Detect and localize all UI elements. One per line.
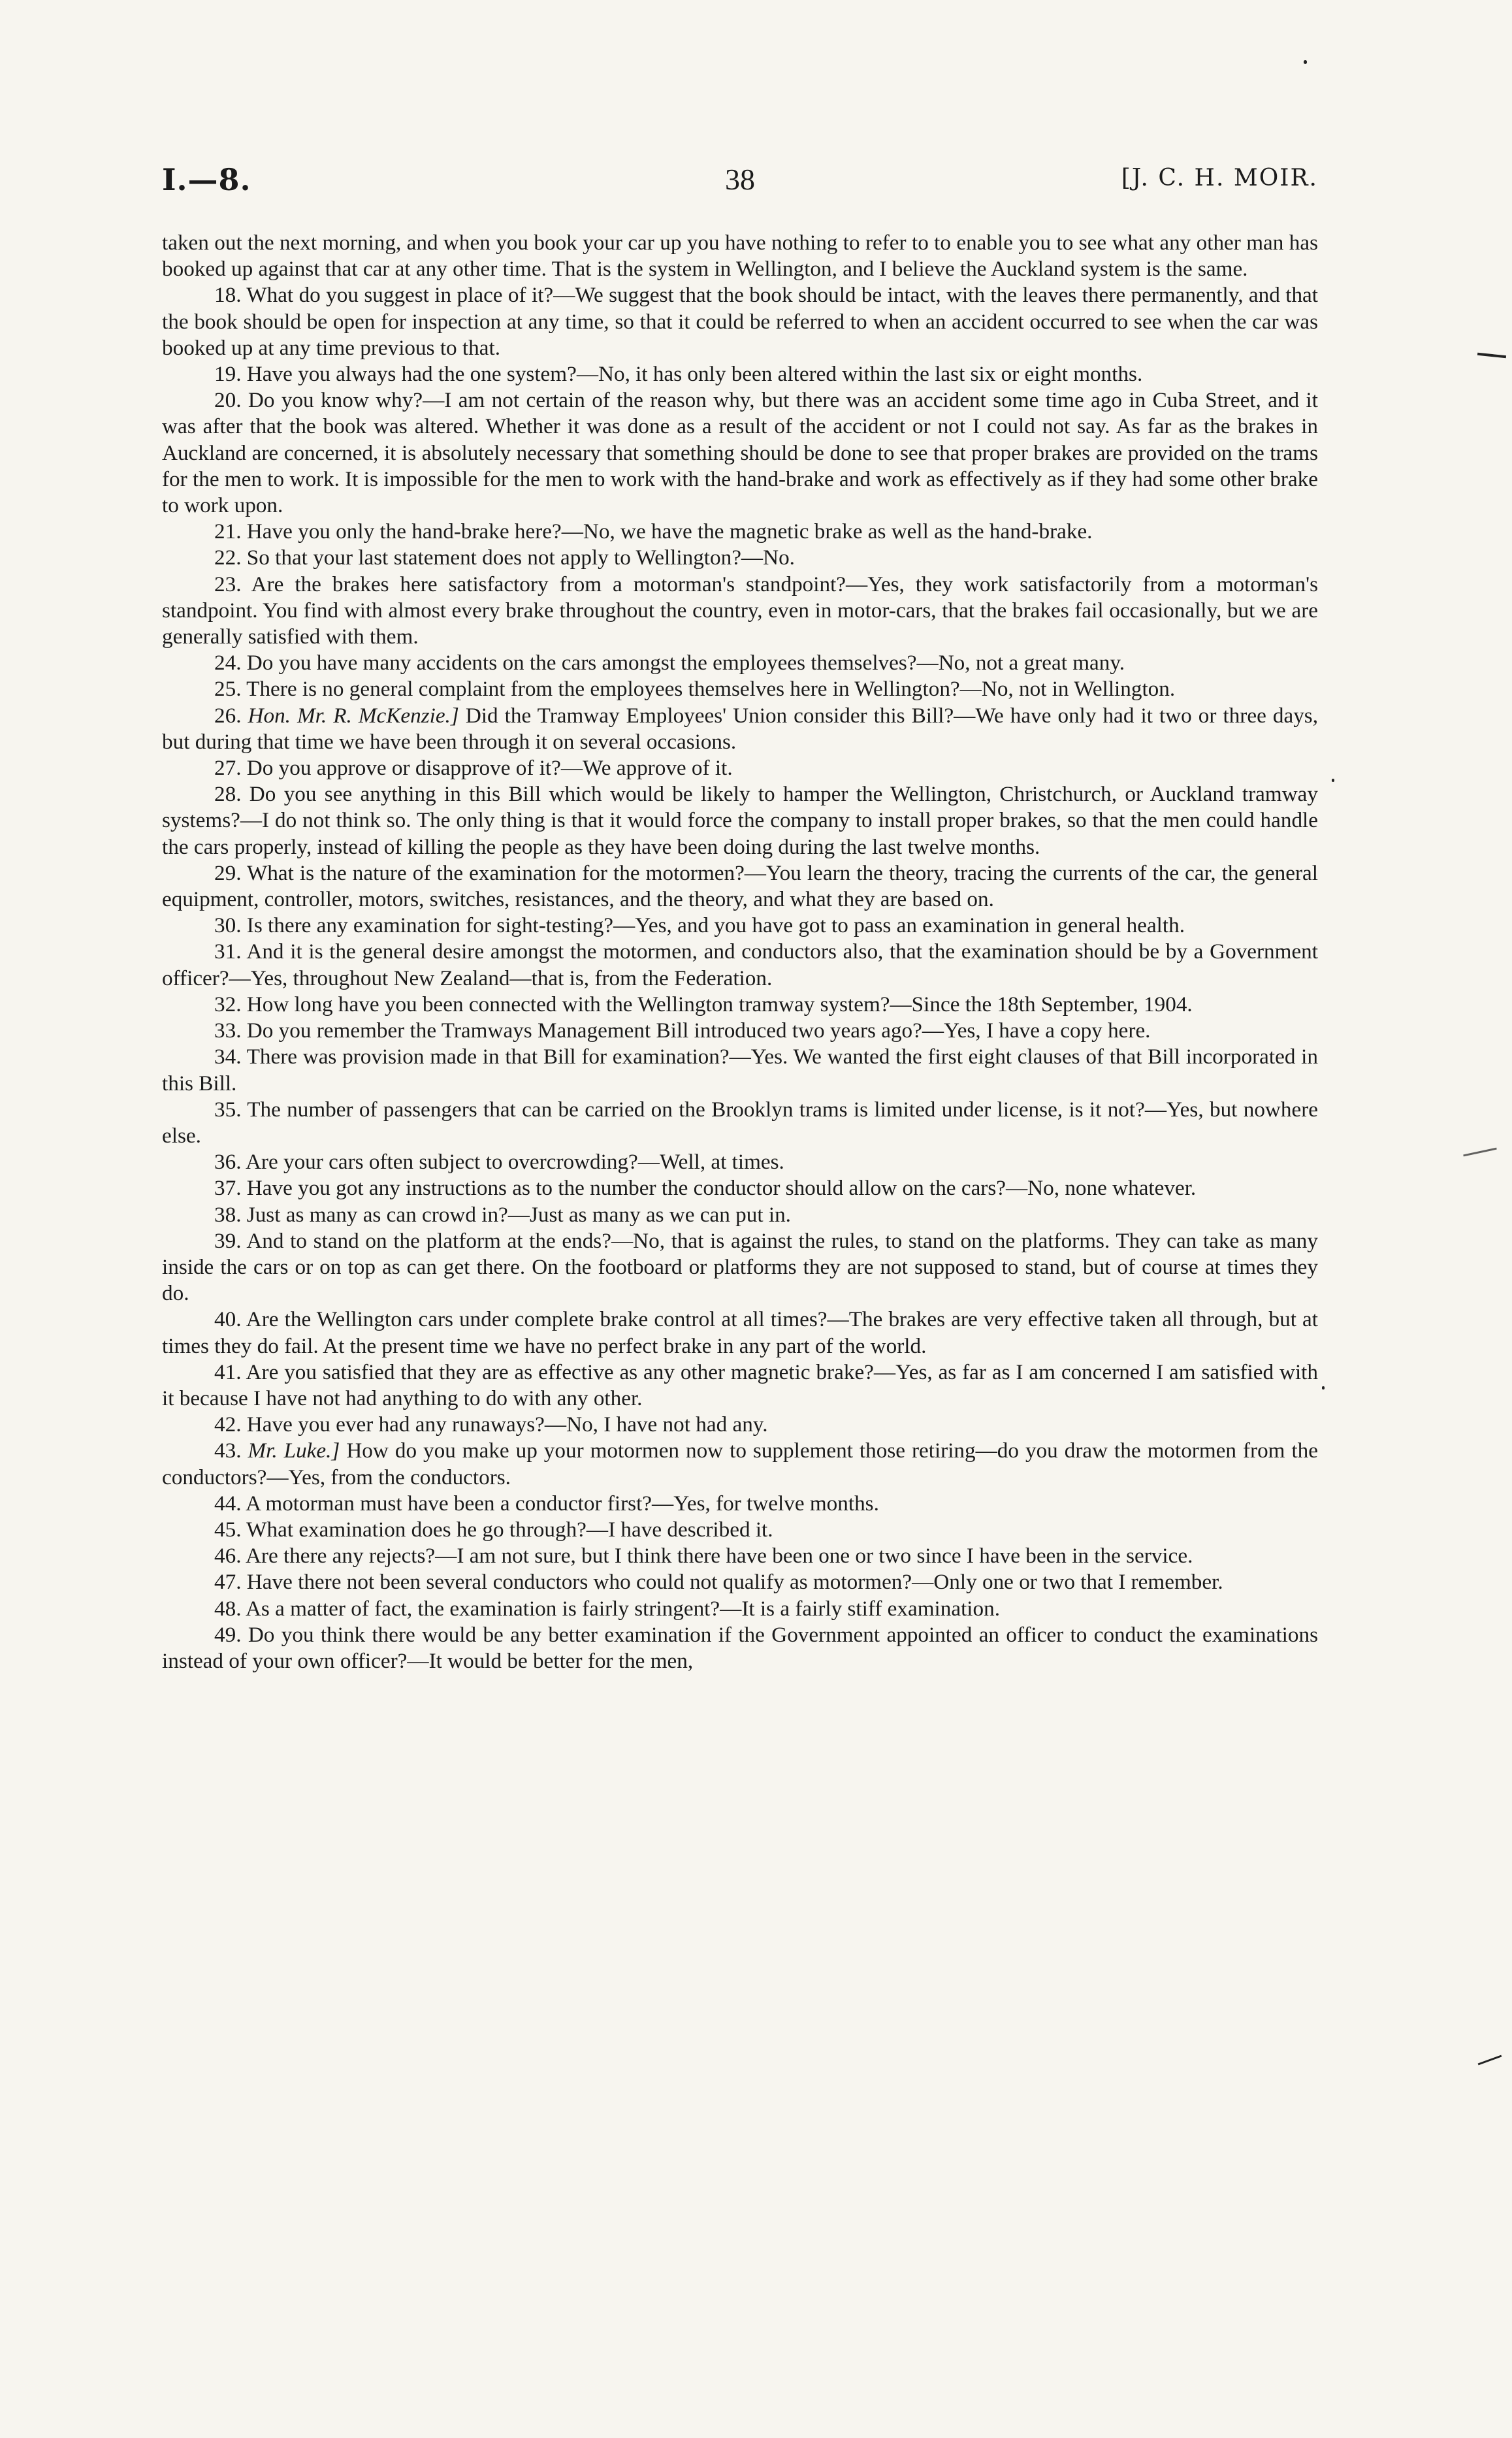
question-answer-paragraph: 25. There is no general complaint from the employees themselves here in Wellington?—No, not in Wellington. — [214, 677, 1176, 702]
question-answer-paragraph: 36. Are your cars often subject to overcrowding?—Well, at times. — [214, 1150, 784, 1175]
question-text: Did the Tramway Employees' Union consider this Bill?—We have only had it two or three days, but during that time we have been through it on several occasions. — [162, 703, 1318, 754]
margin-pencil-mark — [1463, 1148, 1496, 1157]
question-text: How do you make up your motormen now to supplement those retiring—do you draw the motormen from the conductors?—Yes, from the conductors. — [162, 1438, 1319, 1489]
question-answer-paragraph: 29. What is the nature of the examination for the motormen?—You learn the theory, tracing the currents of the car, the general equipment, controller, motors, switches, resistances, and the theory, and what they are based on. — [162, 860, 1318, 912]
question-answer-paragraph: 23. Are the brakes here satisfactory from a motorman's standpoint?—Yes, they work satisfactorily from a motorman's standpoint. You find with almost every brake throughout the country, even in motor-cars, that the brakes fail occasionally, but we are generally satisfied with them. — [162, 572, 1318, 649]
question-answer-paragraph: 31. And it is the general desire amongst the motormen, and conductors also, that the examination should be by a Government officer?—Yes, throughout New Zealand—that is, from the Federation. — [162, 939, 1318, 990]
scan-speck — [1304, 60, 1307, 64]
question-answer-paragraph: 18. What do you suggest in place of it?—We suggest that the book should be intact, with the leaves there permanently, and that the book should be open for inspection at any time, so that it could be referred to when an accident occurred to see when the car was booked up at any time previous to that. — [162, 283, 1318, 360]
question-answer-paragraph: 22. So that your last statement does not apply to Wellington?—No. — [214, 545, 795, 570]
continuation-paragraph: taken out the next morning, and when you book your car up you have nothing to refer to to enable you to see what any other man has booked up against that car at any other time. That is the system in Wellington, and I believe the Auckland system is the same. — [162, 231, 1318, 282]
question-answer-paragraph: 39. And to stand on the platform at the ends?—No, that is against the rules, to stand on the platforms. They can take as many inside the cars or on top as can get there. On the footboard or platforms they are not supposed to stand, but of course at times they do. — [162, 1228, 1318, 1306]
witness-name: [J. C. H. MOIR. — [1121, 165, 1318, 191]
question-number: 26. — [214, 703, 242, 728]
scan-speck — [1322, 1386, 1325, 1390]
question-answer-paragraph: 41. Are you satisfied that they are as effective as any other magnetic brake?—Yes, as far as I am concerned I am satisfied with it because I have not had anything to do with any other. — [162, 1359, 1318, 1410]
question-answer-paragraph: 48. As a matter of fact, the examination is fairly stringent?—It is a fairly stiff examination. — [214, 1596, 1001, 1621]
question-answer-paragraph: 47. Have there not been several conductors who could not qualify as motormen?—Only one or two that I remember. — [214, 1570, 1223, 1595]
question-answer-paragraph — [162, 1438, 1318, 1490]
question-answer-paragraph: 34. There was provision made in that Bill for examination?—Yes. We wanted the first eight clauses of that Bill incorporated in this Bill. — [162, 1045, 1318, 1096]
question-answer-paragraph: 40. Are the Wellington cars under complete brake control at all times?—The brakes are very effective taken all through, but at times they do fail. At the present time we have no perfect brake in any part of the world. — [162, 1307, 1318, 1358]
question-answer-paragraph: 46. Are there any rejects?—I am not sure, but I think there have been one or two since I have been in the service. — [214, 1544, 1193, 1568]
question-number: 43. — [214, 1438, 242, 1463]
page-header — [162, 162, 1318, 214]
question-answer-paragraph: 49. Do you think there would be any better examination if the Government appointed an officer to conduct the examinations instead of your own officer?—It would be better for the men, — [162, 1622, 1318, 1673]
question-answer-paragraph: 35. The number of passengers that can be carried on the Brooklyn trams is limited under license, is it not?—Yes, but nowhere else. — [162, 1097, 1318, 1148]
margin-pencil-mark — [1478, 2055, 1502, 2066]
question-answer-paragraph: 19. Have you always had the one system?—No, it has only been altered within the last six or eight months. — [214, 362, 1143, 387]
question-answer-paragraph: 44. A motorman must have been a conductor first?—Yes, for twelve months. — [214, 1491, 879, 1516]
scan-speck — [1332, 779, 1334, 782]
question-answer-paragraph: 24. Do you have many accidents on the cars amongst the employees themselves?—No, not a great many. — [214, 651, 1125, 675]
question-answer-paragraph — [162, 703, 1318, 755]
page-number: 38 — [725, 163, 755, 196]
question-answer-paragraph: 27. Do you approve or disapprove of it?—We approve of it. — [214, 756, 733, 781]
question-answer-paragraph: 42. Have you ever had any runaways?—No, I have not had any. — [214, 1412, 768, 1437]
question-answer-paragraph: 33. Do you remember the Tramways Management Bill introduced two years ago?—Yes, I have a copy here. — [214, 1018, 1151, 1043]
question-answer-paragraph: 45. What examination does he go through?—I have described it. — [214, 1517, 773, 1542]
question-answer-paragraph: 21. Have you only the hand-brake here?—No, we have the magnetic brake as well as the hand-brake. — [214, 519, 1093, 544]
evidence-text — [162, 230, 1318, 1674]
parliamentary-paper-reference: I.—8. — [162, 162, 251, 197]
question-answer-paragraph: 32. How long have you been connected with the Wellington tramway system?—Since the 18th September, 1904. — [214, 992, 1193, 1016]
questioner-name: Mr. Luke.] — [248, 1438, 340, 1463]
question-answer-paragraph: 37. Have you got any instructions as to the number the conductor should allow on the cars?—No, none whatever. — [214, 1176, 1197, 1201]
question-answer-paragraph: 30. Is there any examination for sight-testing?—Yes, and you have got to pass an examination in general health. — [214, 913, 1185, 938]
question-answer-paragraph: 38. Just as many as can crowd in?—Just as many as we can put in. — [214, 1202, 791, 1227]
question-answer-paragraph: 20. Do you know why?—I am not certain of the reason why, but there was an accident some time ago in Cuba Street, and it was after that the book was altered. Whether it was done as a result of the accident or not I could not say. As far as the brakes in Auckland are concerned, it is absolutely necessary that something should be done to see that proper brakes are provided on the trams for the men to work. It is impossible for the men to work with the hand-brake and work as effectively as if they had some other brake to work upon. — [162, 388, 1318, 518]
margin-pencil-mark — [1477, 353, 1506, 359]
questioner-name: Hon. Mr. R. McKenzie.] — [248, 703, 459, 728]
question-answer-paragraph: 28. Do you see anything in this Bill which would be likely to hamper the Wellington, Christchurch, or Auckland tramway systems?—I do not think so. The only thing is that it would force the company to install proper brakes, so that the men could handle the cars properly, instead of killing the people as they have been doing during the last twelve months. — [162, 782, 1318, 859]
